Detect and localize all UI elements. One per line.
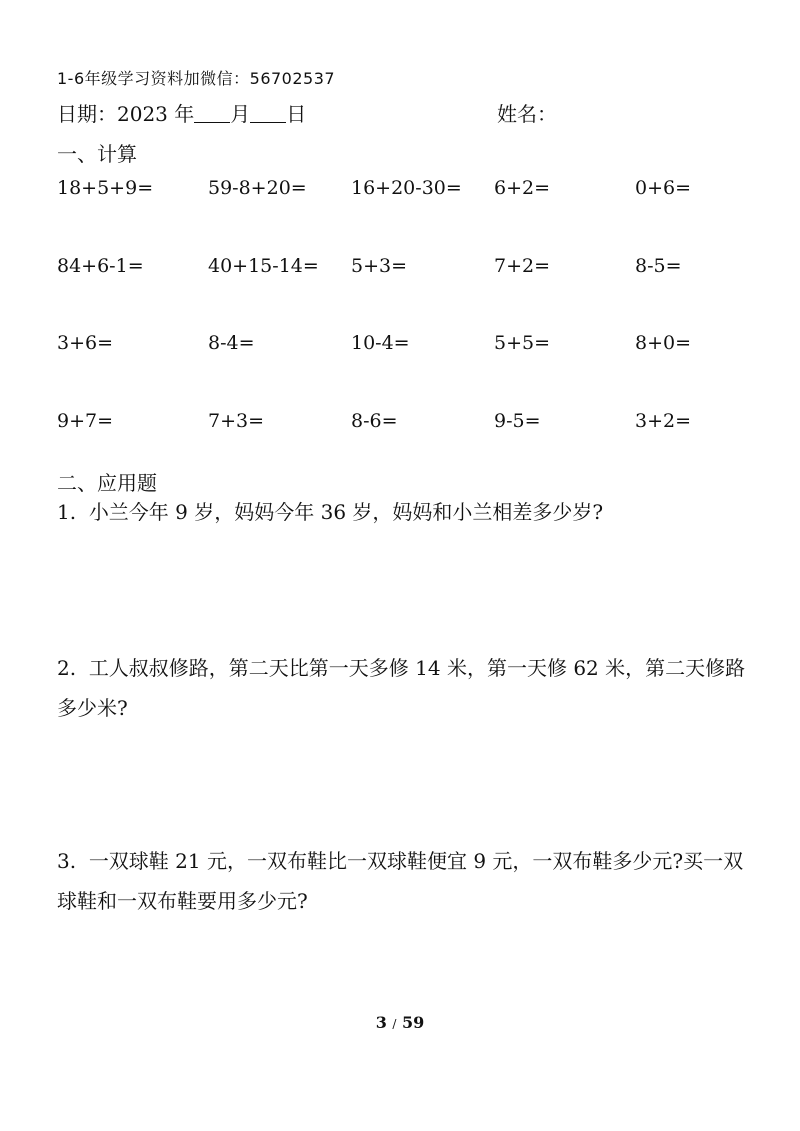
calc-row [57,410,757,440]
calc-item: 9+7= [57,410,114,432]
calc-item: 10-4= [351,332,410,354]
page-total: 59 [402,1013,425,1032]
page-current: 3 [375,1013,387,1032]
question-text: 工人叔叔修路，第二天比第一天多修 14 米，第一天修 62 米，第二天修路多少米? [57,656,746,720]
calc-item: 16+20-30= [351,177,462,199]
question-2 [57,648,757,728]
calc-item: 9-5= [494,410,541,432]
page-separator: / [392,1017,397,1031]
calc-item: 59-8+20= [208,177,307,199]
question-1 [57,492,757,532]
calc-item: 6+2= [494,177,551,199]
calc-item: 3+6= [57,332,114,354]
calc-item: 7+3= [208,410,265,432]
date-line [57,98,306,127]
calc-item: 5+3= [351,255,408,277]
calc-item: 8-4= [208,332,255,354]
calc-row [57,332,757,362]
page-number [0,1013,800,1032]
day-label: 日 [286,102,307,126]
question-number: 3. [57,849,77,873]
month-blank [194,104,230,123]
question-text: 一双球鞋 21 元，一双布鞋比一双球鞋便宜 9 元，一双布鞋多少元?买一双球鞋和一双布鞋要用多少元? [57,849,744,913]
calc-item: 7+2= [494,255,551,277]
day-blank [250,104,286,123]
date-prefix: 日期：2023 年 [57,102,195,126]
question-3 [57,841,757,921]
calc-item: 40+15-14= [208,255,319,277]
question-text: 小兰今年 9 岁，妈妈今年 36 岁，妈妈和小兰相差多少岁? [88,500,604,524]
question-number: 2. [57,656,77,680]
month-label: 月 [230,102,251,126]
calc-item: 8-5= [635,255,682,277]
question-number: 1. [57,500,77,524]
calc-item: 84+6-1= [57,255,144,277]
section-title-calculation: 一、计算 [57,142,137,166]
calc-item: 5+5= [494,332,551,354]
calc-item: 8+0= [635,332,692,354]
calc-item: 18+5+9= [57,177,154,199]
header-note: 1-6年级学习资料加微信：56702537 [57,69,336,88]
calc-item: 8-6= [351,410,398,432]
calc-item: 0+6= [635,177,692,199]
calc-row [57,177,757,207]
calc-item: 3+2= [635,410,692,432]
calc-row [57,255,757,285]
name-label: 姓名： [497,102,557,126]
section-title-word-problems: 二、应用题 [57,471,157,495]
